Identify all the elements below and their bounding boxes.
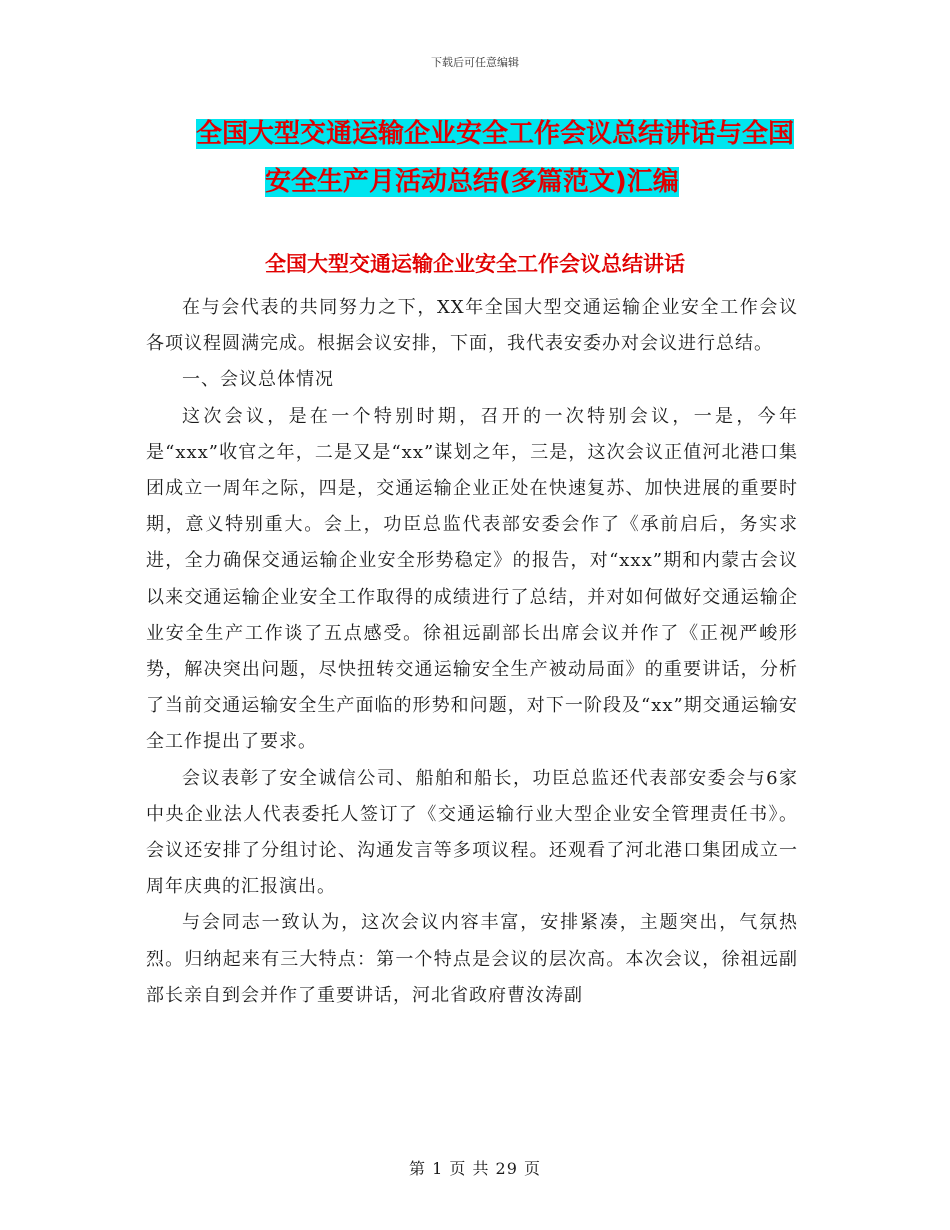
paragraph: 这次会议，是在一个特别时期，召开的一次特别会议，一是，今年是“xxx”收官之年，二是又是“xx”谋划之年，三是，这次会议正值河北港口集团成立一周年之际，四是，交通运输企业正处在快速复苏、加快进展的重要时期，意义特别重大。会上，功臣总监代表部安委会作了《承前启后，务实求进，全力确保交通运输企业安全形势稳定》的报告，对“xxx”期和内蒙古会议以来交通运输企业安全工作取得的成绩进行了总结，并对如何做好交通运输企业安全生产工作谈了五点感受。徐祖远副部长出席会议并作了《正视严峻形势，解决突出问题，尽快扭转交通运输安全生产被动局面》的重要讲话，分析了当前交通运输安全生产面临的形势和问题，对下一阶段及“xx”期交通运输安全工作提出了要求。 <box>146 405 798 753</box>
document-title <box>150 110 830 206</box>
paragraph-heading: 一、会议总体情况 <box>182 369 334 391</box>
paragraph: 与会同志一致认为，这次会议内容丰富，安排紧凑，主题突出，气氛热烈。归纳起来有三大特点：第一个特点是会议的层次高。本次会议，徐祖远副部长亲自到会并作了重要讲话，河北省政府曹汝涛副 <box>146 912 798 1006</box>
page-header-note: 下载后可任意编辑 <box>431 56 519 69</box>
section-title: 全国大型交通运输企业安全工作会议总结讲话 <box>265 252 685 276</box>
title-line-2: 安全生产月活动总结(多篇范文)汇编 <box>265 167 679 197</box>
paragraph: 会议表彰了安全诚信公司、船舶和船长，功臣总监还代表部安委会与6家中央企业法人代表委托人签订了《交通运输行业大型企业安全管理责任书》。会议还安排了分组讨论、沟通发言等多项议程。还观看了河北港口集团成立一周年庆典的汇报演出。 <box>146 767 798 898</box>
document-body <box>146 290 798 1014</box>
title-line-1: 全国大型交通运输企业安全工作会议总结讲话与全国 <box>196 119 795 149</box>
paragraph: 在与会代表的共同努力之下，XX年全国大型交通运输企业安全工作会议各项议程圆满完成。根据会议安排，下面，我代表安委办对会议进行总结。 <box>146 297 798 355</box>
page-number: 第 1 页 共 29 页 <box>409 1159 541 1178</box>
